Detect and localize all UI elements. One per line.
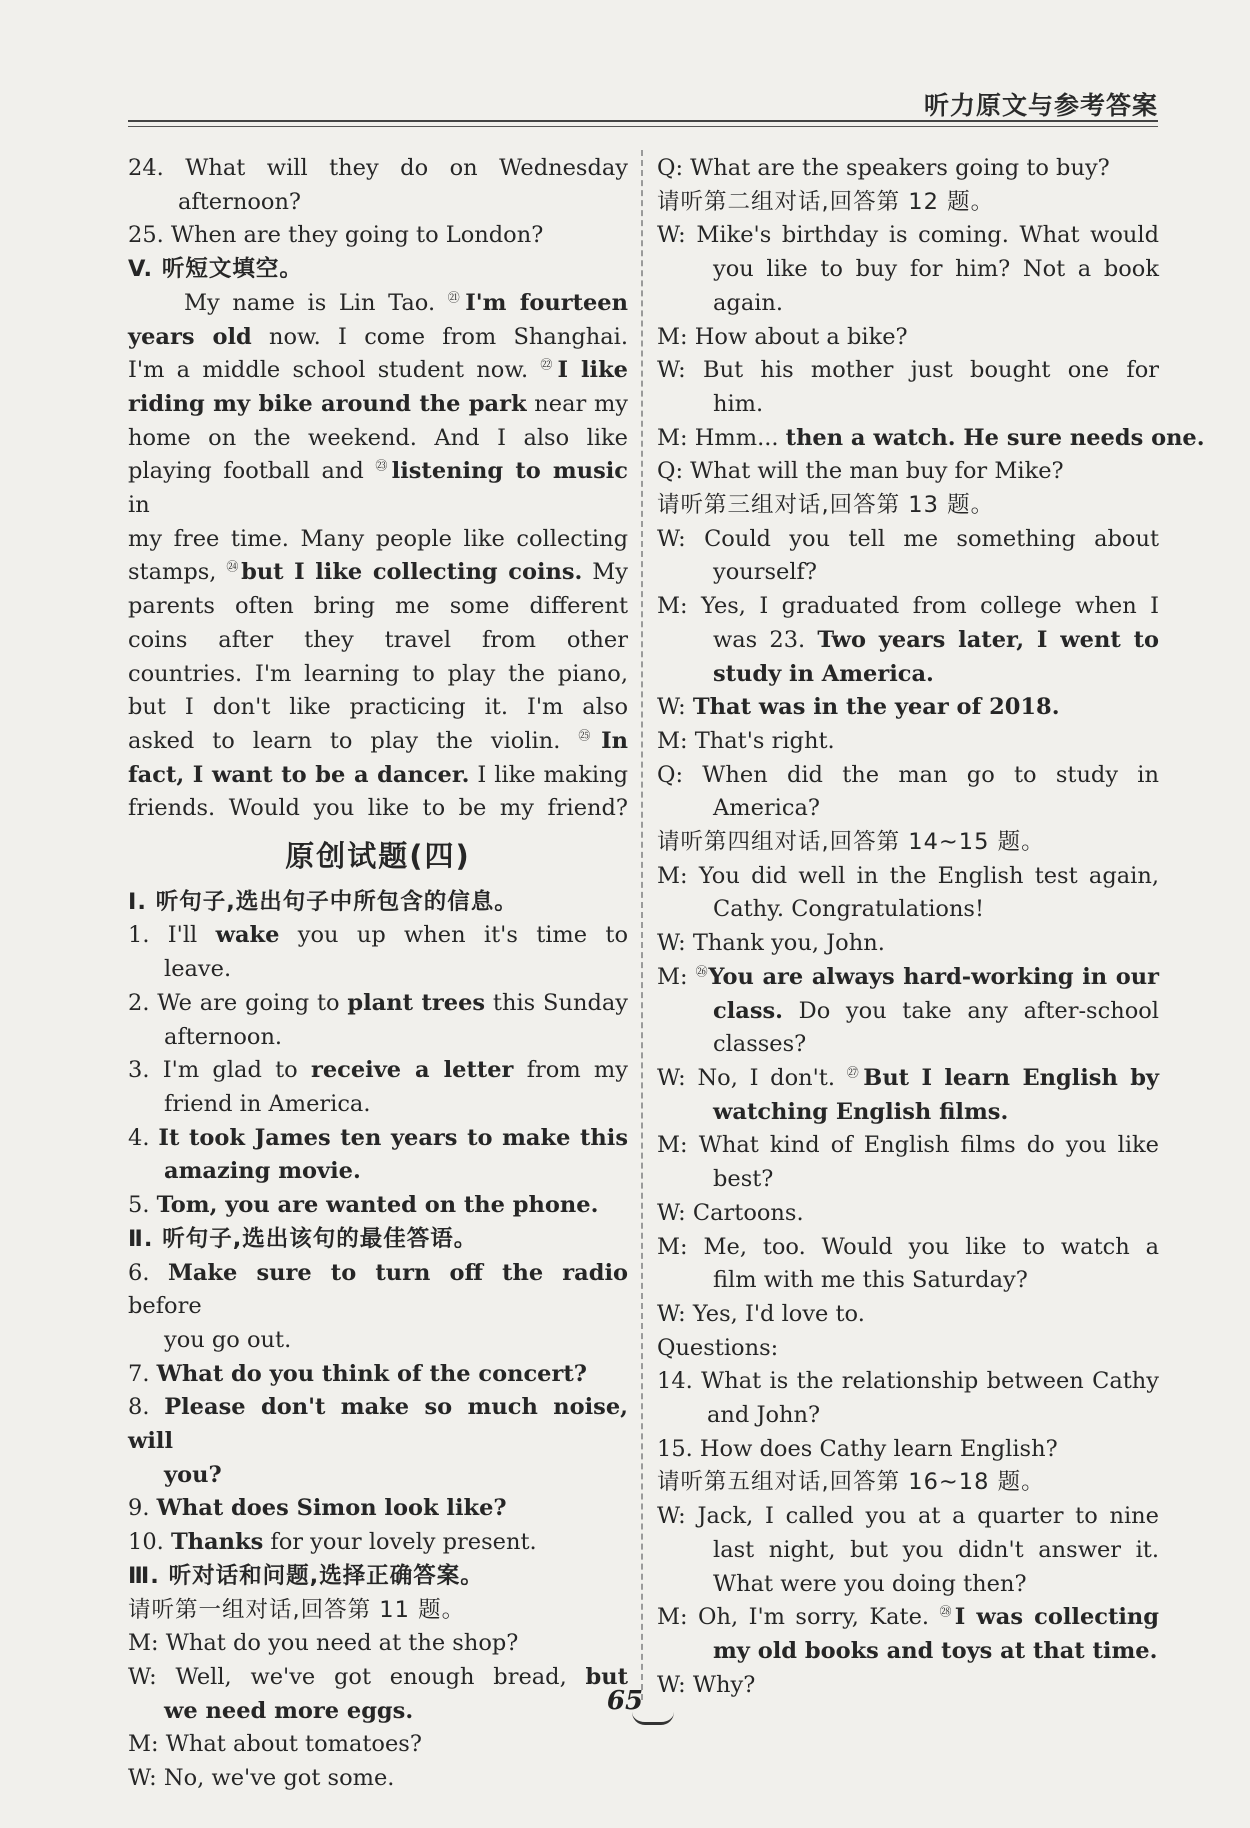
dialog-line: W: No, we've got some.: [128, 1765, 395, 1792]
answer-marker: ㉘: [939, 1604, 955, 1619]
item-7: 7. What do you think of the concert?: [128, 1360, 587, 1387]
header-rule: [128, 120, 1158, 122]
question-14-cont: and John?: [707, 1402, 821, 1429]
dialog-line-cont: again.: [713, 289, 784, 316]
dialog-line: M: Hmm... then a watch. He sure needs one.: [657, 424, 1205, 451]
passage-line: home on the weekend. And I also like: [128, 424, 628, 451]
dialog-line: W: Cartoons.: [657, 1199, 804, 1226]
dialog-line: W: No, I don't. $^㉗$But I learn English by: [657, 1064, 1160, 1091]
passage-line: but I don't like practicing it. I'm also: [128, 694, 628, 721]
answer-marker: ㉔: [226, 559, 242, 574]
item-4: 4. It took James ten years to make this: [128, 1124, 628, 1151]
item-2-cont: afternoon.: [164, 1023, 283, 1050]
dialog-line: W: Mike's birthday is coming. What would: [657, 222, 1159, 249]
group-5-instruction: 请听第五组对话,回答第 16~18 题。: [657, 1469, 1045, 1496]
passage-line: countries. I'm learning to play the piano,: [128, 660, 628, 687]
item-10: 10. Thanks for your lovely present.: [128, 1529, 537, 1556]
right-column: [657, 152, 1205, 1702]
group-1-instruction: 请听第一组对话,回答第 11 题。: [128, 1596, 466, 1623]
dialog-line: W: Could you tell me something about: [657, 525, 1159, 552]
section-v-heading: V. 听短文填空。: [128, 256, 303, 283]
passage-line: my free time. Many people like collecting: [128, 525, 628, 552]
passage-line: asked to learn to play the violin. $^㉕$In: [128, 727, 628, 754]
passage-line: My name is Lin Tao. $^㉑$I'm fourteen: [184, 289, 628, 316]
dialog-line: M: You did well in the English test again,: [657, 862, 1159, 889]
question-line-cont: America?: [713, 795, 820, 822]
page-number-swoosh: [632, 1712, 674, 1725]
left-column: [128, 152, 628, 1796]
group-3-instruction: 请听第三组对话,回答第 13 题。: [657, 492, 995, 519]
answer-marker: ㉖: [695, 964, 709, 979]
group-4-instruction: 请听第四组对话,回答第 14~15 题。: [657, 829, 1045, 856]
dialog-line: M: Yes, I graduated from college when I: [657, 593, 1159, 620]
item-8: 8. Please don't make so much noise, will: [128, 1394, 628, 1455]
dialog-line-cont: film with me this Saturday?: [713, 1267, 1028, 1294]
item-8-cont: you?: [164, 1461, 222, 1488]
q24-line2: afternoon?: [178, 188, 301, 215]
question-line: Q: What will the man buy for Mike?: [657, 458, 1064, 485]
q24-line1: 24. What will they do on Wednesday: [128, 155, 628, 181]
column-divider: [641, 150, 643, 1700]
item-6: 6. Make sure to turn off the radio before: [128, 1259, 628, 1320]
item-3: 3. I'm glad to receive a letter from my: [128, 1057, 628, 1084]
dialog-line: M: What about tomatoes?: [128, 1731, 422, 1758]
answer-marker: ㉒: [540, 357, 558, 372]
item-4-cont: amazing movie.: [164, 1158, 361, 1185]
group-2-instruction: 请听第二组对话,回答第 12 题。: [657, 188, 995, 215]
passage-line: years old now. I come from Shanghai.: [128, 323, 628, 350]
answer-marker: ㉑: [447, 290, 466, 305]
dialog-line-cont: study in America.: [713, 660, 934, 687]
answer-marker: ㉓: [375, 458, 392, 473]
question-14: 14. What is the relationship between Cathy: [657, 1368, 1159, 1395]
section-ii-heading: Ⅱ. 听句子,选出该句的最佳答语。: [128, 1225, 478, 1252]
answer-marker: ㉕: [578, 728, 602, 743]
section-iii-heading: Ⅲ. 听对话和问题,选择正确答案。: [128, 1562, 484, 1589]
dialog-line-cont: my old books and toys at that time.: [713, 1637, 1158, 1664]
dialog-line-cont: class. Do you take any after-school: [713, 997, 1159, 1024]
question-15: 15. How does Cathy learn English?: [657, 1435, 1058, 1462]
passage-line: fact, I want to be a dancer. I like making: [128, 761, 628, 788]
passage-line: parents often bring me some different: [128, 593, 628, 620]
dialog-line-cont: classes?: [713, 1031, 807, 1058]
header-rule-thin: [128, 126, 1158, 127]
item-2: 2. We are going to plant trees this Sunday: [128, 989, 628, 1016]
dialog-line: M: How about a bike?: [657, 323, 908, 350]
dialog-line: M: Oh, I'm sorry, Kate. $^㉘$I was collecting: [657, 1604, 1159, 1631]
dialog-line-cont: What were you doing then?: [713, 1570, 1027, 1597]
dialog-line-cont: best?: [713, 1166, 774, 1193]
answer-marker: ㉗: [846, 1065, 864, 1080]
item-1: 1. I'll wake you up when it's time to: [128, 922, 628, 949]
dialog-line: W: Yes, I'd love to.: [657, 1300, 865, 1327]
passage-line: stamps, $^㉔$but I like collecting coins. My: [128, 559, 628, 586]
dialog-line: W: That was in the year of 2018.: [657, 694, 1060, 721]
section-title: 原创试题(四): [285, 839, 471, 874]
dialog-line-cont: last night, but you didn't answer it.: [713, 1536, 1159, 1563]
passage-line: coins after they travel from other: [128, 626, 628, 653]
passage-line: playing football and $^㉓$listening to music in: [128, 458, 628, 519]
dialog-line: W: Well, we've got enough bread, but: [128, 1663, 628, 1690]
q25: 25. When are they going to London?: [128, 222, 544, 249]
item-3-cont: friend in America.: [164, 1090, 371, 1117]
dialog-line: M: $^㉖$You are always hard-working in our: [657, 963, 1159, 990]
section-i-heading: Ⅰ. 听句子,选出句子中所包含的信息。: [128, 888, 518, 915]
dialog-line: M: Me, too. Would you like to watch a: [657, 1233, 1159, 1260]
dialog-line-cont: was 23. Two years later, I went to: [713, 626, 1159, 653]
dialog-line-cont: Cathy. Congratulations!: [713, 896, 985, 923]
dialog-line-cont: yourself?: [713, 559, 817, 586]
dialog-line: M: That's right.: [657, 727, 835, 754]
header-title: 听力原文与参考答案: [923, 91, 1158, 120]
passage-line: riding my bike around the park near my: [128, 390, 629, 417]
dialog-line: W: But his mother just bought one for: [657, 357, 1159, 384]
question-line: Q: What are the speakers going to buy?: [657, 155, 1110, 181]
page-number: 65: [606, 1686, 644, 1716]
item-1-cont: leave.: [164, 956, 232, 983]
item-6-cont: you go out.: [164, 1326, 292, 1353]
dialog-line: M: What kind of English films do you like: [657, 1132, 1159, 1159]
passage-line: I'm a middle school student now. $^㉒$I like: [128, 357, 628, 384]
questions-label: Questions:: [657, 1334, 779, 1361]
question-line: Q: When did the man go to study in: [657, 761, 1159, 788]
dialog-line-cont: you like to buy for him? Not a book: [713, 256, 1159, 283]
dialog-line: W: Jack, I called you at a quarter to nine: [657, 1503, 1159, 1530]
dialog-line-cont: we need more eggs.: [164, 1697, 414, 1724]
dialog-line-cont: watching English films.: [713, 1098, 1009, 1125]
dialog-line: M: What do you need at the shop?: [128, 1630, 519, 1657]
item-9: 9. What does Simon look like?: [128, 1495, 507, 1522]
dialog-line: W: Why?: [657, 1671, 756, 1698]
dialog-line: W: Thank you, John.: [657, 930, 885, 957]
dialog-line-cont: him.: [713, 390, 764, 417]
item-5: 5. Tom, you are wanted on the phone.: [128, 1192, 599, 1219]
passage-line: friends. Would you like to be my friend?: [128, 795, 628, 822]
